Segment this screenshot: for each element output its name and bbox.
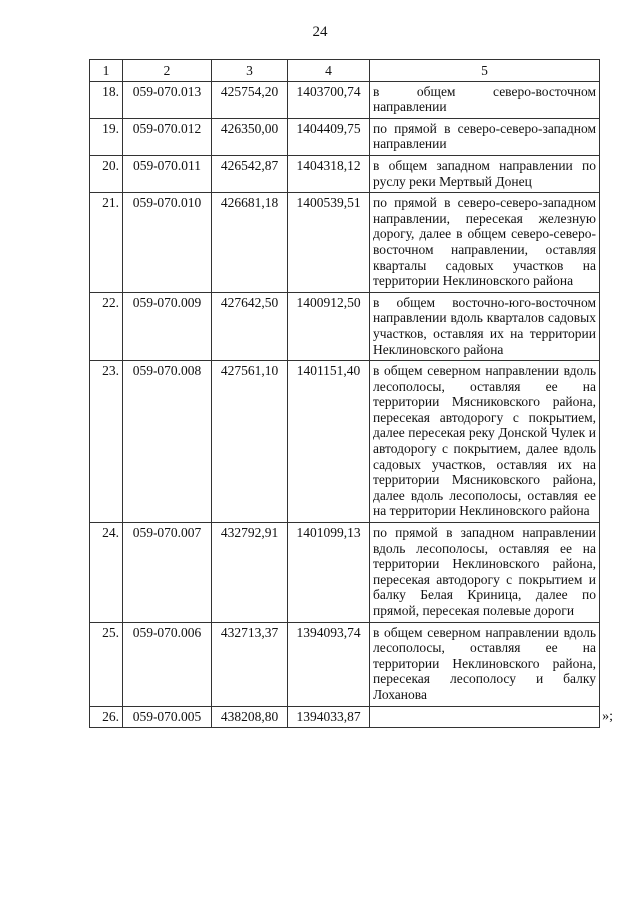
boundary-description-cell: в общем северо-восточном направлении: [370, 81, 600, 118]
x-coordinate-cell: 438208,80: [212, 706, 288, 728]
table-row: [90, 81, 600, 118]
x-coordinate-cell: 425754,20: [212, 81, 288, 118]
point-code-cell: 059-070.006: [123, 622, 212, 706]
x-coordinate-cell: 426681,18: [212, 193, 288, 293]
column-header: 5: [370, 60, 600, 82]
table-row: [90, 193, 600, 293]
x-coordinate-cell: 426542,87: [212, 155, 288, 192]
point-code-cell: 059-070.008: [123, 361, 212, 523]
table-row: [90, 155, 600, 192]
table-row: [90, 118, 600, 155]
column-header: 1: [90, 60, 123, 82]
point-number-cell: 21.: [90, 193, 123, 293]
point-code-cell: 059-070.007: [123, 523, 212, 623]
table-header-row: [90, 60, 600, 82]
x-coordinate-cell: 427561,10: [212, 361, 288, 523]
boundary-description-cell: в общем северном направлении вдоль лесополосы, оставляя ее на территории Неклиновского района, пересекая лесополосу и балку Лоханова: [370, 622, 600, 706]
y-coordinate-cell: 1400912,50: [288, 292, 370, 360]
point-code-cell: 059-070.010: [123, 193, 212, 293]
y-coordinate-cell: 1404409,75: [288, 118, 370, 155]
boundary-description-cell: по прямой в северо-северо-западном направлении: [370, 118, 600, 155]
point-number-cell: 23.: [90, 361, 123, 523]
y-coordinate-cell: 1394093,74: [288, 622, 370, 706]
column-header: 2: [123, 60, 212, 82]
y-coordinate-cell: 1401099,13: [288, 523, 370, 623]
point-code-cell: 059-070.005: [123, 706, 212, 728]
table-row: [90, 706, 600, 728]
y-coordinate-cell: 1404318,12: [288, 155, 370, 192]
point-number-cell: 25.: [90, 622, 123, 706]
point-code-cell: 059-070.013: [123, 81, 212, 118]
x-coordinate-cell: 427642,50: [212, 292, 288, 360]
y-coordinate-cell: 1401151,40: [288, 361, 370, 523]
y-coordinate-cell: 1403700,74: [288, 81, 370, 118]
table-row: [90, 292, 600, 360]
column-header: 4: [288, 60, 370, 82]
point-number-cell: 19.: [90, 118, 123, 155]
boundary-points-table: [89, 59, 600, 728]
boundary-description-cell: в общем восточно-юго-восточном направлении вдоль кварталов садовых участков, оставляя их на территории Неклиновского района: [370, 292, 600, 360]
table-row: [90, 622, 600, 706]
boundary-description-cell: в общем северном направлении вдоль лесополосы, оставляя ее на территории Мясниковского района, пересекая автодорогу с покрытием, далее пересекая реку Донской Чулек и автодорогу с покрытием, далее вдоль садовых участков, оставляя их на территории Мясниковского района, далее вдоль лесополосы, оставляя ее на территории Неклиновского района: [370, 361, 600, 523]
point-number-cell: 24.: [90, 523, 123, 623]
closing-quote-mark: »;: [602, 709, 613, 725]
point-code-cell: 059-070.009: [123, 292, 212, 360]
boundary-description-cell: [370, 706, 600, 728]
point-number-cell: 26.: [90, 706, 123, 728]
boundary-description-cell: по прямой в северо-северо-западном направлении, пересекая железную дорогу, далее в общем северо-северо-восточном направлении, оставляя кварталы садовых участков на территории Неклиновского района: [370, 193, 600, 293]
point-number-cell: 18.: [90, 81, 123, 118]
y-coordinate-cell: 1394033,87: [288, 706, 370, 728]
point-code-cell: 059-070.012: [123, 118, 212, 155]
point-number-cell: 20.: [90, 155, 123, 192]
table-row: [90, 523, 600, 623]
boundary-description-cell: по прямой в западном направлении вдоль лесополосы, оставляя ее на территории Неклиновского района, пересекая автодорогу с покрытием и балку Белая Криница, далее по прямой, пересекая полевые дороги: [370, 523, 600, 623]
point-number-cell: 22.: [90, 292, 123, 360]
page-number: 24: [312, 24, 328, 40]
boundary-description-cell: в общем западном направлении по руслу реки Мертвый Донец: [370, 155, 600, 192]
column-header: 3: [212, 60, 288, 82]
x-coordinate-cell: 432792,91: [212, 523, 288, 623]
x-coordinate-cell: 432713,37: [212, 622, 288, 706]
x-coordinate-cell: 426350,00: [212, 118, 288, 155]
table-row: [90, 361, 600, 523]
y-coordinate-cell: 1400539,51: [288, 193, 370, 293]
point-code-cell: 059-070.011: [123, 155, 212, 192]
